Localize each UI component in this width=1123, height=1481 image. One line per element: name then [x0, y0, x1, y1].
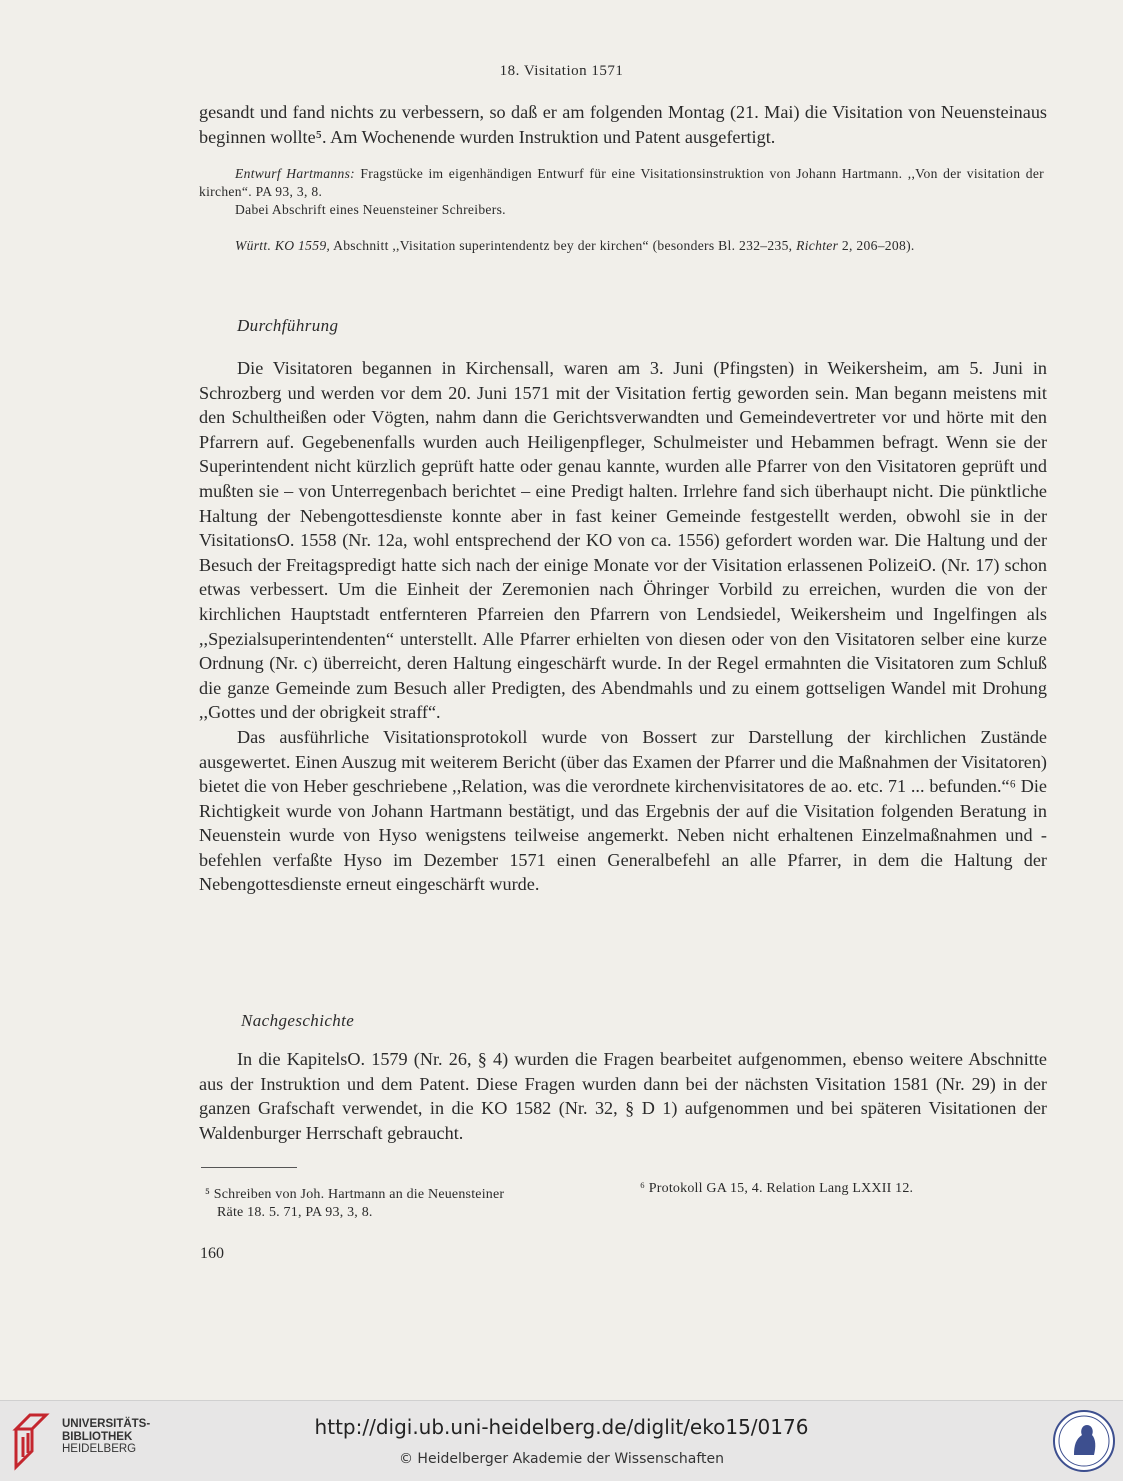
page-number: 160: [200, 1245, 224, 1262]
heading-durchfuehrung: Durchführung: [237, 316, 339, 335]
source-extra: Dabei Abschrift eines Neuensteiner Schreibers.: [235, 202, 506, 217]
paragraph: Die Visitatoren begannen in Kirchensall, waren am 3. Juni (Pfingsten) in Weikersheim, am 5. Juni in Schrozberg und werden vor dem 20. Juni 1571 mit der Visitation fertig geworden sein. Man begann meistens mit den Schultheißen oder Vögten, nahm dann die Gerichtsverwandten und Gemeindevertreter vor und hörte mit den Pfarrern auf. Gegebenenfalls wurden auch Heiligenpfleger, Schulmeister und Hebammen befragt. Wenn sie der Superintendent nicht kürzlich geprüft hatte oder genau kannte, wurden alle Pfarrer von den Visitatoren geprüft und mußten sie – von Unterregenbach berichtet – eine Predigt halten. Irrlehre fand sich überhaupt nicht. Die pünktliche Haltung der Nebengottesdienste konnte aber in fast keiner Gemeinde festgestellt werden, obwohl sie in der VisitationsO. 1558 (Nr. 12a, wohl entsprechend der KO von ca. 1556) gefordert worden war. Die Haltung und der Besuch der Freitagspredigt hatte sich nach der einige Monate vor der Visitation erlassenen PolizeiO. (Nr. 17) schon etwas verbessert. Um die Einheit der Zeremonien nach Öhringer Vorbild zu erreichen, wurden die von der kirchlichen Hauptstadt entfernteren Pfarreien den Pfarrern von Lendsiedel, Weikersheim und Ingelfingen als ,,Spezialsuperintendenten“ unterstellt. Alle Pfarrer erhielten von diesen oder von den Visitatoren selber eine kurze Ordnung (Nr. c) überreicht, deren Haltung eingeschärft wurde. In der Regel ermahnten die Visitatoren zum Schluß die ganze Gemeinde zum Besuch aller Predigten, des Abendmahls und zu einem gottseligen Wandel mit Drohung ,,Gottes und der obrigkeit straff“.: [199, 358, 1047, 723]
permalink-url[interactable]: http://digi.ub.uni-heidelberg.de/diglit/eko15/0176: [314, 1415, 809, 1439]
footnote-6: ⁶ Protokoll GA 15, 4. Relation Lang LXXII 12.: [640, 1181, 914, 1196]
source-note-2: [199, 237, 1044, 255]
heading-nachgeschichte: Nachgeschichte: [241, 1011, 355, 1030]
source-text: Fragstücke im eigenhändigen Entwurf für eine Visitationsinstruktion von Johann Hartmann. ,,Von der visitation der kirchen“. PA 93, 3, 8.: [199, 166, 1044, 199]
nachgeschichte-text: [199, 1047, 1047, 1145]
intro-text: [199, 100, 1047, 149]
source-label: Entwurf Hartmanns:: [235, 166, 356, 181]
footnote-divider: [201, 1167, 297, 1168]
source-author: Richter: [796, 238, 839, 253]
durchfuehrung-text: [199, 356, 1047, 897]
paragraph: Das ausführliche Visitationsprotokoll wurde von Bossert zur Darstellung der kirchlichen Zustände ausgewertet. Einen Auszug mit weiterem Bericht (über das Examen der Pfarrer und die Maßnahmen der Visitatoren) bietet die von Heber geschriebene ,,Relation, was die verordnete kirchenvisitatores de ao. etc. 71 ... befunden.“⁶ Die Richtigkeit wurde von Johann Hartmann bestätigt, und das Ergebnis der auf die Visitation folgenden Beratung in Neuenstein wurde von Hyso wenigstens teilweise angemerkt. Neben nicht erhaltenen Einzelmaßnahmen und -befehlen verfaßte Hyso im Dezember 1571 einen Generalbefehl an alle Pfarrer, in dem die Haltung der Nebengottesdienste erneut eingeschärft wurde.: [199, 726, 1047, 895]
academy-seal-icon[interactable]: [1052, 1409, 1116, 1473]
footnote-5: ⁵ Schreiben von Joh. Hartmann an die Neuensteiner Räte 18. 5. 71, PA 93, 3, 8.: [205, 1187, 505, 1220]
source-label: Württ. KO 1559,: [235, 238, 331, 253]
paragraph: In die KapitelsO. 1579 (Nr. 26, § 4) wurden die Fragen bearbeitet aufgenommen, ebenso weitere Abschnitte aus der Instruktion und dem Patent. Diese Fragen wurden dann bei der nächsten Visitation 1581 (Nr. 29) in der ganzen Grafschaft verwendet, in die KO 1582 (Nr. 32, § D 1) aufgenommen und bei späteren Visitationen der Waldenburger Herrschaft gebraucht.: [199, 1049, 1047, 1143]
source-note-1: [199, 165, 1044, 219]
library-name[interactable]: UNIVERSITÄTS- BIBLIOTHEK HEIDELBERG: [62, 1418, 151, 1455]
copyright-notice: © Heidelberger Akademie der Wissenschaften: [398, 1451, 724, 1467]
intro-paragraph: gesandt und fand nichts zu verbessern, so daß er am folgenden Montag (21. Mai) die Visitation von Neuensteinaus beginnen wollte⁵. Am Wochenende wurden Instruktion und Patent ausgefertigt.: [199, 102, 1047, 147]
source-end: 2, 206–208).: [838, 238, 915, 253]
running-header: 18. Visitation 1571: [499, 63, 624, 79]
footer-bar: [0, 1400, 1123, 1481]
source-text: Abschnitt ,,Visitation superintendentz bey der kirchen“ (besonders Bl. 232–235,: [330, 238, 797, 253]
